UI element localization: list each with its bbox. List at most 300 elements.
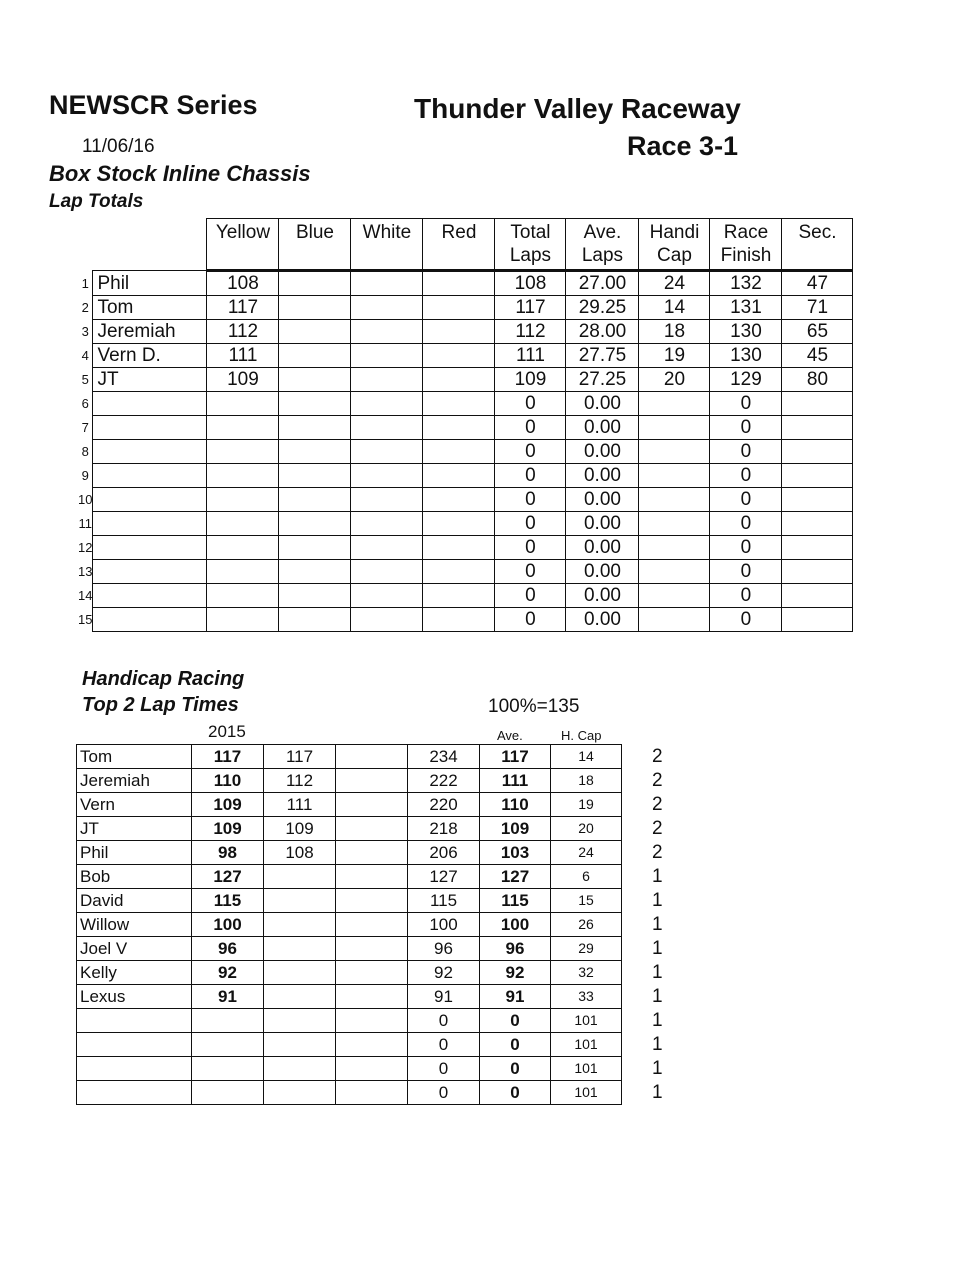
cell-sum: 220 xyxy=(408,793,480,817)
cell-average: 0 xyxy=(480,1081,551,1105)
cell-sec: 71 xyxy=(782,296,853,320)
handicap-base: 100%=135 xyxy=(488,696,580,717)
cell-2015-best xyxy=(192,1033,264,1057)
driver-name: Bob xyxy=(77,865,192,889)
cell-sum: 91 xyxy=(408,985,480,1009)
cell-finish: 132 xyxy=(710,271,782,296)
cell-white xyxy=(351,584,423,608)
driver-name xyxy=(93,440,207,464)
cell-hcap xyxy=(639,608,710,632)
cell-average: 92 xyxy=(480,961,551,985)
cell-finish: 0 xyxy=(710,560,782,584)
cell-hcap xyxy=(639,584,710,608)
cell-ave: 0.00 xyxy=(566,440,639,464)
row-number: 3 xyxy=(81,324,89,339)
cell-yellow xyxy=(207,608,279,632)
handicap-row xyxy=(77,817,682,841)
lap-totals-row xyxy=(78,416,853,440)
cell-ave: 28.00 xyxy=(566,320,639,344)
driver-name xyxy=(93,560,207,584)
row-number: 9 xyxy=(81,468,89,483)
cell-ave: 27.25 xyxy=(566,368,639,392)
cell-hcap: 18 xyxy=(639,320,710,344)
lap-totals-row xyxy=(78,584,853,608)
cell-white xyxy=(351,416,423,440)
cell-handicap: 24 xyxy=(551,841,622,865)
cell-finish: 0 xyxy=(710,464,782,488)
cell-blue xyxy=(279,296,351,320)
cell-sum: 100 xyxy=(408,913,480,937)
cell-red xyxy=(423,416,495,440)
lap-totals-row xyxy=(78,608,853,632)
cell-count: 1 xyxy=(652,986,663,1007)
cell-handicap: 32 xyxy=(551,961,622,985)
lap-totals-row xyxy=(78,271,853,296)
handicap-row xyxy=(77,961,682,985)
cell-2015-best xyxy=(192,1057,264,1081)
cell-white xyxy=(351,488,423,512)
col-handicap-header: Handi Cap xyxy=(639,219,710,271)
cell-count: 1 xyxy=(652,962,663,983)
cell-sum: 92 xyxy=(408,961,480,985)
handicap-row xyxy=(77,985,682,1009)
cell-red xyxy=(423,344,495,368)
cell-red xyxy=(423,440,495,464)
row-number: 11 xyxy=(78,516,92,531)
lap-totals-label: Lap Totals xyxy=(49,191,144,212)
cell-white xyxy=(351,392,423,416)
cell-race-best: 109 xyxy=(264,817,336,841)
cell-2015-best: 98 xyxy=(192,841,264,865)
cell-ave: 27.00 xyxy=(566,271,639,296)
cell-blue xyxy=(279,488,351,512)
driver-name xyxy=(93,416,207,440)
col-ave-label: Ave. xyxy=(497,728,523,743)
lap-totals-row xyxy=(78,320,853,344)
cell-finish: 0 xyxy=(710,536,782,560)
cell-handicap: 20 xyxy=(551,817,622,841)
cell-count: 1 xyxy=(652,914,663,935)
cell-white xyxy=(351,271,423,296)
lap-totals-row xyxy=(78,536,853,560)
cell-average: 111 xyxy=(480,769,551,793)
cell-sec xyxy=(782,584,853,608)
cell-ave: 29.25 xyxy=(566,296,639,320)
cell-ave: 0.00 xyxy=(566,560,639,584)
cell-handicap: 33 xyxy=(551,985,622,1009)
lap-totals-row xyxy=(78,344,853,368)
cell-handicap: 101 xyxy=(551,1009,622,1033)
cell-handicap: 101 xyxy=(551,1081,622,1105)
cell-sec: 47 xyxy=(782,271,853,296)
cell-sec xyxy=(782,440,853,464)
cell-red xyxy=(423,536,495,560)
cell-sum: 96 xyxy=(408,937,480,961)
cell-2015-best: 109 xyxy=(192,793,264,817)
driver-name: Lexus xyxy=(77,985,192,1009)
driver-name xyxy=(93,464,207,488)
handicap-row xyxy=(77,1057,682,1081)
cell-sec: 45 xyxy=(782,344,853,368)
cell-ave: 0.00 xyxy=(566,392,639,416)
cell-finish: 0 xyxy=(710,584,782,608)
cell-hcap xyxy=(639,536,710,560)
cell-total: 111 xyxy=(495,344,566,368)
driver-name: Tom xyxy=(77,745,192,769)
cell-sum: 234 xyxy=(408,745,480,769)
handicap-row xyxy=(77,1081,682,1105)
cell-red xyxy=(423,560,495,584)
cell-average: 91 xyxy=(480,985,551,1009)
cell-blue xyxy=(279,560,351,584)
col-total-laps-header: Total Laps xyxy=(495,219,566,271)
cell-extra xyxy=(336,1057,408,1081)
cell-average: 0 xyxy=(480,1057,551,1081)
cell-count: 2 xyxy=(652,818,663,839)
cell-red xyxy=(423,608,495,632)
cell-race-best xyxy=(264,1033,336,1057)
cell-2015-best: 92 xyxy=(192,961,264,985)
cell-ave: 0.00 xyxy=(566,416,639,440)
cell-2015-best: 100 xyxy=(192,913,264,937)
lap-totals-row xyxy=(78,560,853,584)
row-number: 2 xyxy=(81,300,89,315)
cell-red xyxy=(423,296,495,320)
cell-race-best xyxy=(264,985,336,1009)
cell-red xyxy=(423,271,495,296)
row-number: 5 xyxy=(81,372,89,387)
cell-yellow xyxy=(207,392,279,416)
cell-yellow: 111 xyxy=(207,344,279,368)
cell-count: 1 xyxy=(652,1034,663,1055)
cell-extra xyxy=(336,865,408,889)
cell-sum: 0 xyxy=(408,1057,480,1081)
cell-race-best: 108 xyxy=(264,841,336,865)
cell-hcap xyxy=(639,560,710,584)
cell-ave: 0.00 xyxy=(566,536,639,560)
cell-finish: 0 xyxy=(710,488,782,512)
cell-extra xyxy=(336,1033,408,1057)
cell-extra xyxy=(336,889,408,913)
row-number: 13 xyxy=(78,564,93,579)
driver-name: David xyxy=(77,889,192,913)
driver-name: Vern xyxy=(77,793,192,817)
cell-yellow: 112 xyxy=(207,320,279,344)
driver-name: Jeremiah xyxy=(93,320,207,344)
cell-average: 110 xyxy=(480,793,551,817)
series-title: NEWSCR Series xyxy=(49,90,258,120)
cell-yellow xyxy=(207,488,279,512)
cell-hcap: 24 xyxy=(639,271,710,296)
cell-total: 0 xyxy=(495,416,566,440)
handicap-row xyxy=(77,793,682,817)
cell-total: 112 xyxy=(495,320,566,344)
cell-handicap: 18 xyxy=(551,769,622,793)
cell-sum: 127 xyxy=(408,865,480,889)
lap-totals-row xyxy=(78,488,853,512)
driver-name xyxy=(77,1057,192,1081)
cell-red xyxy=(423,488,495,512)
cell-sum: 0 xyxy=(408,1009,480,1033)
handicap-row xyxy=(77,1033,682,1057)
cell-race-best: 111 xyxy=(264,793,336,817)
cell-finish: 0 xyxy=(710,392,782,416)
row-number: 1 xyxy=(81,275,89,291)
cell-white xyxy=(351,344,423,368)
cell-sum: 206 xyxy=(408,841,480,865)
cell-handicap: 26 xyxy=(551,913,622,937)
cell-finish: 0 xyxy=(710,608,782,632)
cell-total: 0 xyxy=(495,584,566,608)
cell-finish: 130 xyxy=(710,320,782,344)
cell-white xyxy=(351,320,423,344)
cell-count: 2 xyxy=(652,794,663,815)
track-title: Thunder Valley Raceway xyxy=(414,93,741,124)
cell-hcap xyxy=(639,512,710,536)
cell-2015-best: 127 xyxy=(192,865,264,889)
cell-race-best: 117 xyxy=(264,745,336,769)
cell-blue xyxy=(279,392,351,416)
cell-count: 1 xyxy=(652,1058,663,1079)
cell-sec xyxy=(782,488,853,512)
driver-name: Phil xyxy=(77,841,192,865)
lap-totals-row xyxy=(78,392,853,416)
cell-race-best xyxy=(264,1081,336,1105)
lap-totals-row xyxy=(78,440,853,464)
cell-sec xyxy=(782,392,853,416)
cell-handicap: 101 xyxy=(551,1057,622,1081)
cell-sec xyxy=(782,464,853,488)
cell-count: 1 xyxy=(652,938,663,959)
cell-sec xyxy=(782,536,853,560)
cell-count: 2 xyxy=(652,770,663,791)
cell-sum: 115 xyxy=(408,889,480,913)
driver-name xyxy=(93,584,207,608)
cell-red xyxy=(423,464,495,488)
driver-name: Joel V xyxy=(77,937,192,961)
handicap-table xyxy=(76,744,682,1105)
cell-white xyxy=(351,368,423,392)
driver-name: JT xyxy=(77,817,192,841)
handicap-row xyxy=(77,937,682,961)
cell-finish: 130 xyxy=(710,344,782,368)
cell-sec xyxy=(782,608,853,632)
cell-2015-best xyxy=(192,1009,264,1033)
cell-extra xyxy=(336,769,408,793)
driver-name: Tom xyxy=(93,296,207,320)
cell-sum: 0 xyxy=(408,1081,480,1105)
cell-ave: 0.00 xyxy=(566,512,639,536)
cell-yellow: 108 xyxy=(207,271,279,296)
row-number: 15 xyxy=(78,612,93,627)
cell-average: 0 xyxy=(480,1009,551,1033)
cell-red xyxy=(423,368,495,392)
cell-total: 0 xyxy=(495,512,566,536)
handicap-row xyxy=(77,889,682,913)
cell-hcap xyxy=(639,416,710,440)
cell-2015-best: 110 xyxy=(192,769,264,793)
cell-average: 109 xyxy=(480,817,551,841)
cell-hcap xyxy=(639,392,710,416)
cell-blue xyxy=(279,608,351,632)
driver-name: Vern D. xyxy=(93,344,207,368)
cell-race-best xyxy=(264,865,336,889)
driver-name xyxy=(77,1081,192,1105)
cell-extra xyxy=(336,745,408,769)
cell-count: 1 xyxy=(652,1010,663,1031)
cell-yellow xyxy=(207,584,279,608)
driver-name xyxy=(93,488,207,512)
col-race-finish-header: Race Finish xyxy=(710,219,782,271)
cell-2015-best xyxy=(192,1081,264,1105)
cell-extra xyxy=(336,817,408,841)
cell-white xyxy=(351,560,423,584)
cell-total: 109 xyxy=(495,368,566,392)
cell-race-best xyxy=(264,961,336,985)
cell-red xyxy=(423,584,495,608)
cell-sec xyxy=(782,560,853,584)
cell-extra xyxy=(336,913,408,937)
driver-name xyxy=(77,1033,192,1057)
cell-total: 0 xyxy=(495,392,566,416)
row-number: 7 xyxy=(81,420,89,435)
lap-totals-table xyxy=(78,218,853,632)
row-number: 12 xyxy=(78,540,93,555)
cell-race-best: 112 xyxy=(264,769,336,793)
cell-blue xyxy=(279,368,351,392)
cell-finish: 131 xyxy=(710,296,782,320)
cell-2015-best: 91 xyxy=(192,985,264,1009)
col-red-header: Red xyxy=(423,219,495,271)
cell-average: 100 xyxy=(480,913,551,937)
cell-yellow xyxy=(207,464,279,488)
cell-extra xyxy=(336,1009,408,1033)
cell-extra xyxy=(336,793,408,817)
lap-totals-row xyxy=(78,296,853,320)
cell-count: 1 xyxy=(652,1082,663,1103)
cell-count: 2 xyxy=(652,746,663,767)
handicap-title: Handicap Racing xyxy=(82,668,245,690)
lap-totals-row xyxy=(78,464,853,488)
cell-blue xyxy=(279,584,351,608)
driver-name xyxy=(77,1009,192,1033)
lap-totals-header-row xyxy=(78,219,853,271)
cell-handicap: 15 xyxy=(551,889,622,913)
cell-blue xyxy=(279,271,351,296)
cell-average: 103 xyxy=(480,841,551,865)
lap-totals-row xyxy=(78,512,853,536)
handicap-row xyxy=(77,841,682,865)
cell-blue xyxy=(279,320,351,344)
cell-ave: 0.00 xyxy=(566,464,639,488)
cell-ave: 0.00 xyxy=(566,608,639,632)
cell-total: 117 xyxy=(495,296,566,320)
cell-sec xyxy=(782,512,853,536)
cell-race-best xyxy=(264,1057,336,1081)
cell-yellow xyxy=(207,560,279,584)
cell-total: 0 xyxy=(495,464,566,488)
cell-count: 1 xyxy=(652,890,663,911)
class-title: Box Stock Inline Chassis xyxy=(49,161,311,186)
driver-name xyxy=(93,392,207,416)
cell-2015-best: 117 xyxy=(192,745,264,769)
col-ave-laps-header: Ave. Laps xyxy=(566,219,639,271)
handicap-row xyxy=(77,1009,682,1033)
col-2015-label: 2015 xyxy=(208,722,246,741)
col-blue-header: Blue xyxy=(279,219,351,271)
cell-red xyxy=(423,392,495,416)
cell-yellow xyxy=(207,416,279,440)
cell-blue xyxy=(279,464,351,488)
cell-sum: 222 xyxy=(408,769,480,793)
cell-race-best xyxy=(264,1009,336,1033)
cell-race-best xyxy=(264,889,336,913)
cell-white xyxy=(351,296,423,320)
cell-finish: 0 xyxy=(710,440,782,464)
cell-sec xyxy=(782,416,853,440)
cell-sum: 0 xyxy=(408,1033,480,1057)
cell-total: 0 xyxy=(495,488,566,512)
col-hcap-label: H. Cap xyxy=(561,728,602,743)
cell-race-best xyxy=(264,913,336,937)
cell-count: 2 xyxy=(652,842,663,863)
handicap-row xyxy=(77,913,682,937)
cell-sec: 80 xyxy=(782,368,853,392)
cell-hcap: 19 xyxy=(639,344,710,368)
row-number: 10 xyxy=(78,492,93,507)
cell-handicap: 19 xyxy=(551,793,622,817)
cell-blue xyxy=(279,440,351,464)
cell-hcap xyxy=(639,440,710,464)
cell-average: 115 xyxy=(480,889,551,913)
cell-hcap xyxy=(639,488,710,512)
cell-total: 0 xyxy=(495,440,566,464)
cell-finish: 129 xyxy=(710,368,782,392)
header-spacer xyxy=(93,219,207,271)
race-label: Race 3-1 xyxy=(627,131,739,161)
cell-ave: 0.00 xyxy=(566,488,639,512)
cell-extra xyxy=(336,937,408,961)
cell-average: 0 xyxy=(480,1033,551,1057)
cell-ave: 27.75 xyxy=(566,344,639,368)
cell-extra xyxy=(336,961,408,985)
cell-yellow xyxy=(207,536,279,560)
cell-yellow xyxy=(207,440,279,464)
driver-name: Kelly xyxy=(77,961,192,985)
cell-handicap: 101 xyxy=(551,1033,622,1057)
cell-yellow: 109 xyxy=(207,368,279,392)
race-date: 11/06/16 xyxy=(82,136,155,157)
row-number: 14 xyxy=(78,588,93,603)
cell-handicap: 14 xyxy=(551,745,622,769)
cell-ave: 0.00 xyxy=(566,584,639,608)
cell-total: 108 xyxy=(495,271,566,296)
cell-blue xyxy=(279,416,351,440)
cell-sum: 218 xyxy=(408,817,480,841)
cell-average: 117 xyxy=(480,745,551,769)
cell-race-best xyxy=(264,937,336,961)
cell-average: 127 xyxy=(480,865,551,889)
cell-hcap: 14 xyxy=(639,296,710,320)
cell-extra xyxy=(336,1081,408,1105)
cell-red xyxy=(423,320,495,344)
cell-handicap: 6 xyxy=(551,865,622,889)
cell-white xyxy=(351,608,423,632)
cell-finish: 0 xyxy=(710,512,782,536)
cell-total: 0 xyxy=(495,608,566,632)
cell-red xyxy=(423,512,495,536)
handicap-row xyxy=(77,865,682,889)
